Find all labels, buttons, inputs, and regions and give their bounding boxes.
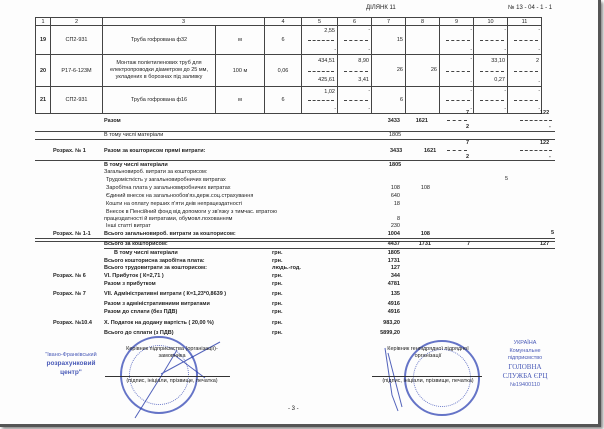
divider xyxy=(480,71,504,72)
value-bottom: - xyxy=(538,106,540,112)
summary-ref: Розрах. № 7 xyxy=(53,291,86,297)
summary-label: Разом до сплати (без ПДВ) xyxy=(104,309,178,315)
value-bottom: - xyxy=(538,47,540,53)
row-number: 21 xyxy=(36,87,51,114)
summary-unit: грн. xyxy=(272,273,283,279)
summary-value: 1805 xyxy=(387,250,400,256)
value-top: 33,10 xyxy=(491,58,505,64)
overhead-item-value: 640 xyxy=(390,193,400,199)
value-bottom: - xyxy=(470,47,472,53)
column-number: 1 xyxy=(36,18,51,26)
row-code: СП2-931 xyxy=(51,87,103,114)
value-top: 8,90 xyxy=(358,58,369,64)
divider xyxy=(344,100,368,101)
cell-col6 xyxy=(338,26,372,55)
summary-value: 4916 xyxy=(387,301,400,307)
value-top: 434,51 xyxy=(318,58,335,64)
summary-value: 5899,20 xyxy=(380,330,400,336)
table-row xyxy=(36,55,542,87)
grand-total-label: Всього за кошторисом: xyxy=(104,241,168,247)
value-top: 2,55 xyxy=(324,28,335,34)
summary-unit: грн. xyxy=(272,330,283,336)
summary-unit: грн. xyxy=(272,291,283,297)
divider xyxy=(446,71,470,72)
value-bottom: - xyxy=(504,47,506,53)
overhead-item-value: 8 xyxy=(396,216,400,222)
overhead-total-value: 1004 xyxy=(387,231,400,237)
calc1-col9-bottom: 2 xyxy=(466,154,470,160)
stamp-text: підприємство xyxy=(507,355,543,361)
row-number: 20 xyxy=(36,55,51,87)
divider xyxy=(447,150,467,151)
summary-unit: грн. xyxy=(272,320,283,326)
value-bottom: 425,61 xyxy=(318,77,335,83)
value-bottom: - xyxy=(470,79,472,85)
column-number: 11 xyxy=(508,18,542,26)
table-row xyxy=(36,26,542,55)
calc1-label: Разом за кошторисом прямі витрати: xyxy=(104,148,206,154)
summary-value: 344 xyxy=(390,273,400,279)
summary-unit: грн. xyxy=(272,250,283,256)
overhead-item-label: Трудомісткість у загальновиробничих витратах xyxy=(106,177,226,183)
stamp-text: ГОЛОВНА xyxy=(508,363,542,371)
summary-label: VI. Прибуток ( К=2,71 ) xyxy=(104,273,164,279)
grand-total-wages: 1731 xyxy=(418,241,431,247)
summary-unit: грн. xyxy=(272,258,283,264)
divider xyxy=(520,150,552,151)
summary-ref: Розрах. № 6 xyxy=(53,273,86,279)
summary-value: 127 xyxy=(390,265,400,271)
column-number: 4 xyxy=(265,18,302,26)
divider xyxy=(308,100,334,101)
calc1-materials-value: 1805 xyxy=(389,162,402,168)
overhead-item-wages: 108 xyxy=(420,185,430,191)
row-name: Труба гофрована ф16 xyxy=(103,87,216,114)
summary-label: Разом з прибутком xyxy=(104,281,156,287)
razom-col9-bottom: 2 xyxy=(466,124,470,130)
row-unit: м xyxy=(216,26,265,55)
cell-col10 xyxy=(474,55,508,87)
cell-col7 xyxy=(372,55,406,87)
row-unit: 100 м xyxy=(216,55,265,87)
cell-col5 xyxy=(302,87,338,114)
cell-col5 xyxy=(302,26,338,55)
stamp-text: "Івано-Франківський xyxy=(45,352,97,358)
column-number: 8 xyxy=(406,18,440,26)
summary-label: Всього трудовитрати за кошторисом: xyxy=(104,265,207,271)
divider xyxy=(446,100,470,101)
razom-col11-top: 122 xyxy=(540,110,550,116)
value: 26 xyxy=(396,67,403,73)
value-top: - xyxy=(538,88,540,94)
cell-col7 xyxy=(372,87,406,114)
overhead-total-ref: Розрах. № 1-1 xyxy=(53,231,91,237)
cell-col5 xyxy=(302,55,338,87)
overhead-item-label: Заробітна плата у загальновиробничих витратах xyxy=(106,185,231,191)
row-quantity: 6 xyxy=(265,26,302,55)
summary-label: Разом з адміністративними витратами xyxy=(104,301,210,307)
razom-wages: 1621 xyxy=(415,118,428,124)
divider xyxy=(35,160,555,161)
overhead-item-label: Кошти на оплату перших п'яти днів непрацездатності xyxy=(106,201,243,207)
document-number: № 13 - 04 - 1 - 1 xyxy=(508,5,553,11)
stamp-text: №19400110 xyxy=(510,382,540,388)
customer-signatory-role: Керівник підприємства (організації)-замовника xyxy=(126,346,218,359)
summary-label: В тому числі матеріали xyxy=(114,250,178,256)
value: 6 xyxy=(399,97,403,103)
value-bottom: 3,41 xyxy=(358,77,369,83)
summary-unit: грн. xyxy=(272,301,283,307)
contractor-signature-caption: (підпис, ініціали, прізвище, печатка) xyxy=(382,378,474,384)
summary-value: 1731 xyxy=(387,258,400,264)
summary-value: 4916 xyxy=(387,309,400,315)
summary-value: 135 xyxy=(390,291,400,297)
value-bottom: - xyxy=(334,106,336,112)
overhead-item-value: 18 xyxy=(393,201,400,207)
value-top: 2 xyxy=(535,58,539,64)
calc1-col11-bottom: - xyxy=(549,154,551,160)
cell-col10 xyxy=(474,26,508,55)
stamp-text: СЛУЖБА ЄРЦ xyxy=(502,372,548,380)
overhead-item-label: Єдиний внесок на загальнообов'яз.держ.соц.страхування xyxy=(106,193,254,199)
overhead-item-label: працездатності й витратами, обумовл.похованням xyxy=(104,216,233,222)
value-bottom: - xyxy=(538,79,540,85)
value: 15 xyxy=(396,37,403,43)
divider xyxy=(35,139,555,140)
value-top: - xyxy=(470,27,472,33)
column-number: 7 xyxy=(372,18,406,26)
stamp-text: УКРАЇНА xyxy=(513,340,537,346)
value-top: - xyxy=(504,27,506,33)
divider xyxy=(514,40,538,41)
cell-col10 xyxy=(474,87,508,114)
divider xyxy=(344,40,368,41)
summary-value: 4781 xyxy=(387,281,400,287)
summary-value: 983,20 xyxy=(383,320,400,326)
value-bottom: - xyxy=(368,106,370,112)
value-bottom: - xyxy=(334,47,336,53)
row-name: Труба гофрована ф32 xyxy=(103,26,216,55)
cell-col6 xyxy=(338,87,372,114)
row-code: СП2-931 xyxy=(51,26,103,55)
value-bottom: - xyxy=(368,47,370,53)
summary-unit: грн. xyxy=(272,281,283,287)
grand-total-col9: 7 xyxy=(467,241,471,247)
customer-signature-caption: (підпис, ініціали, прізвище, печатка) xyxy=(126,378,218,384)
calc1-col11-top: 122 xyxy=(540,140,550,146)
cell-col8 xyxy=(406,87,440,114)
divider xyxy=(104,248,555,249)
row-quantity: 0,06 xyxy=(265,55,302,87)
value-top: - xyxy=(368,88,370,94)
calc1-materials-label: В тому числі матеріали xyxy=(104,162,168,168)
value-top: - xyxy=(368,27,370,33)
cell-col11 xyxy=(508,26,542,55)
cell-col7 xyxy=(372,26,406,55)
overhead-item-value: 108 xyxy=(390,185,400,191)
overhead-total-col11: 5 xyxy=(551,230,555,236)
calc1-total: 3433 xyxy=(390,148,403,154)
summary-label: X. Податок на додану вартість ( 20,00 %) xyxy=(104,320,214,326)
estimate-table xyxy=(35,17,542,114)
row-unit: м xyxy=(216,87,265,114)
signature-line xyxy=(105,376,230,377)
summary-ref: Розрах. №10.4 xyxy=(53,320,92,326)
stamp-text: Комунальне xyxy=(509,348,541,354)
value: 26 xyxy=(430,67,437,73)
summary-label: VII. Адміністративні витрати ( К=1,23*0,8639 ) xyxy=(104,291,227,297)
summary-unit: людь.-год. xyxy=(272,265,301,271)
value-top: 1,02 xyxy=(324,89,335,95)
row-number: 19 xyxy=(36,26,51,55)
divider xyxy=(520,120,552,121)
overhead-total-wages: 108 xyxy=(420,231,430,237)
overhead-col11: 5 xyxy=(505,176,509,182)
overhead-item-label: Інші статті витрат xyxy=(106,223,151,229)
value-top: - xyxy=(470,88,472,94)
divider xyxy=(447,120,467,121)
column-number: 6 xyxy=(338,18,372,26)
value-top: - xyxy=(504,88,506,94)
row-quantity: 6 xyxy=(265,87,302,114)
contractor-signatory-role: Керівник генпідрядної підрядної організації xyxy=(387,346,469,359)
cell-col9 xyxy=(440,26,474,55)
cell-col8 xyxy=(406,55,440,87)
calc1-ref: Розрах. № 1 xyxy=(53,148,86,154)
divider xyxy=(480,40,504,41)
razom-label: Разом xyxy=(104,118,121,124)
column-number: 2 xyxy=(51,18,103,26)
cell-col11 xyxy=(508,87,542,114)
razom-col11-bottom: - xyxy=(549,124,551,130)
value-bottom: - xyxy=(504,106,506,112)
razom-total: 3433 xyxy=(387,118,400,124)
divider xyxy=(480,100,504,101)
cell-col6 xyxy=(338,55,372,87)
divider xyxy=(446,40,470,41)
grand-total-col11: 127 xyxy=(540,241,550,247)
column-number: 3 xyxy=(103,18,265,26)
divider xyxy=(308,40,334,41)
stamp-text: розрахунковий xyxy=(46,360,96,367)
overhead-title: Загальновироб. витрати за кошторисом: xyxy=(104,169,208,175)
row-code: Р17-6-123М xyxy=(51,55,103,87)
divider xyxy=(344,71,368,72)
stamp-text: центр" xyxy=(60,369,82,376)
signature-line xyxy=(372,376,482,377)
divider xyxy=(308,71,334,72)
overhead-item-value: 230 xyxy=(390,223,400,229)
divider xyxy=(514,100,538,101)
section-title: ДІЛЯНК 11 xyxy=(366,5,396,11)
column-number: 9 xyxy=(440,18,474,26)
calc1-wages: 1621 xyxy=(424,148,437,154)
page-number: - 3 - xyxy=(288,406,299,412)
value-bottom: - xyxy=(470,106,472,112)
cell-col8 xyxy=(406,26,440,55)
overhead-total-label: Всього загальновироб. витрати за кошторисом: xyxy=(104,231,236,237)
grand-total-value: 4437 xyxy=(387,241,400,247)
value-bottom: 0,27 xyxy=(494,77,505,83)
calc1-col9-top: 7 xyxy=(466,140,470,146)
column-number: 5 xyxy=(302,18,338,26)
overhead-item-label: Внесок в Пенсійний фонд від допомоги у зв'язку з тимчас. втратою xyxy=(106,209,277,215)
value-top: - xyxy=(470,56,472,62)
summary-label: Всього кошторисна заробітна плата: xyxy=(104,258,205,264)
materials-label: В тому числі матеріали xyxy=(104,132,164,138)
razom-col9-top: 7 xyxy=(466,110,470,116)
cell-col11 xyxy=(508,55,542,87)
column-number: 10 xyxy=(474,18,508,26)
summary-label: Всього до сплати (з ПДВ) xyxy=(104,330,174,336)
row-name: Монтаж поліетиленових труб для електропроводки діаметром до 25 мм, укладених в борознах під заливку xyxy=(103,55,216,87)
value-top: - xyxy=(538,27,540,33)
table-header-row xyxy=(36,18,542,26)
divider xyxy=(514,71,538,72)
materials-value: 1805 xyxy=(389,132,402,138)
summary-unit: грн. xyxy=(272,309,283,315)
cell-col9 xyxy=(440,55,474,87)
